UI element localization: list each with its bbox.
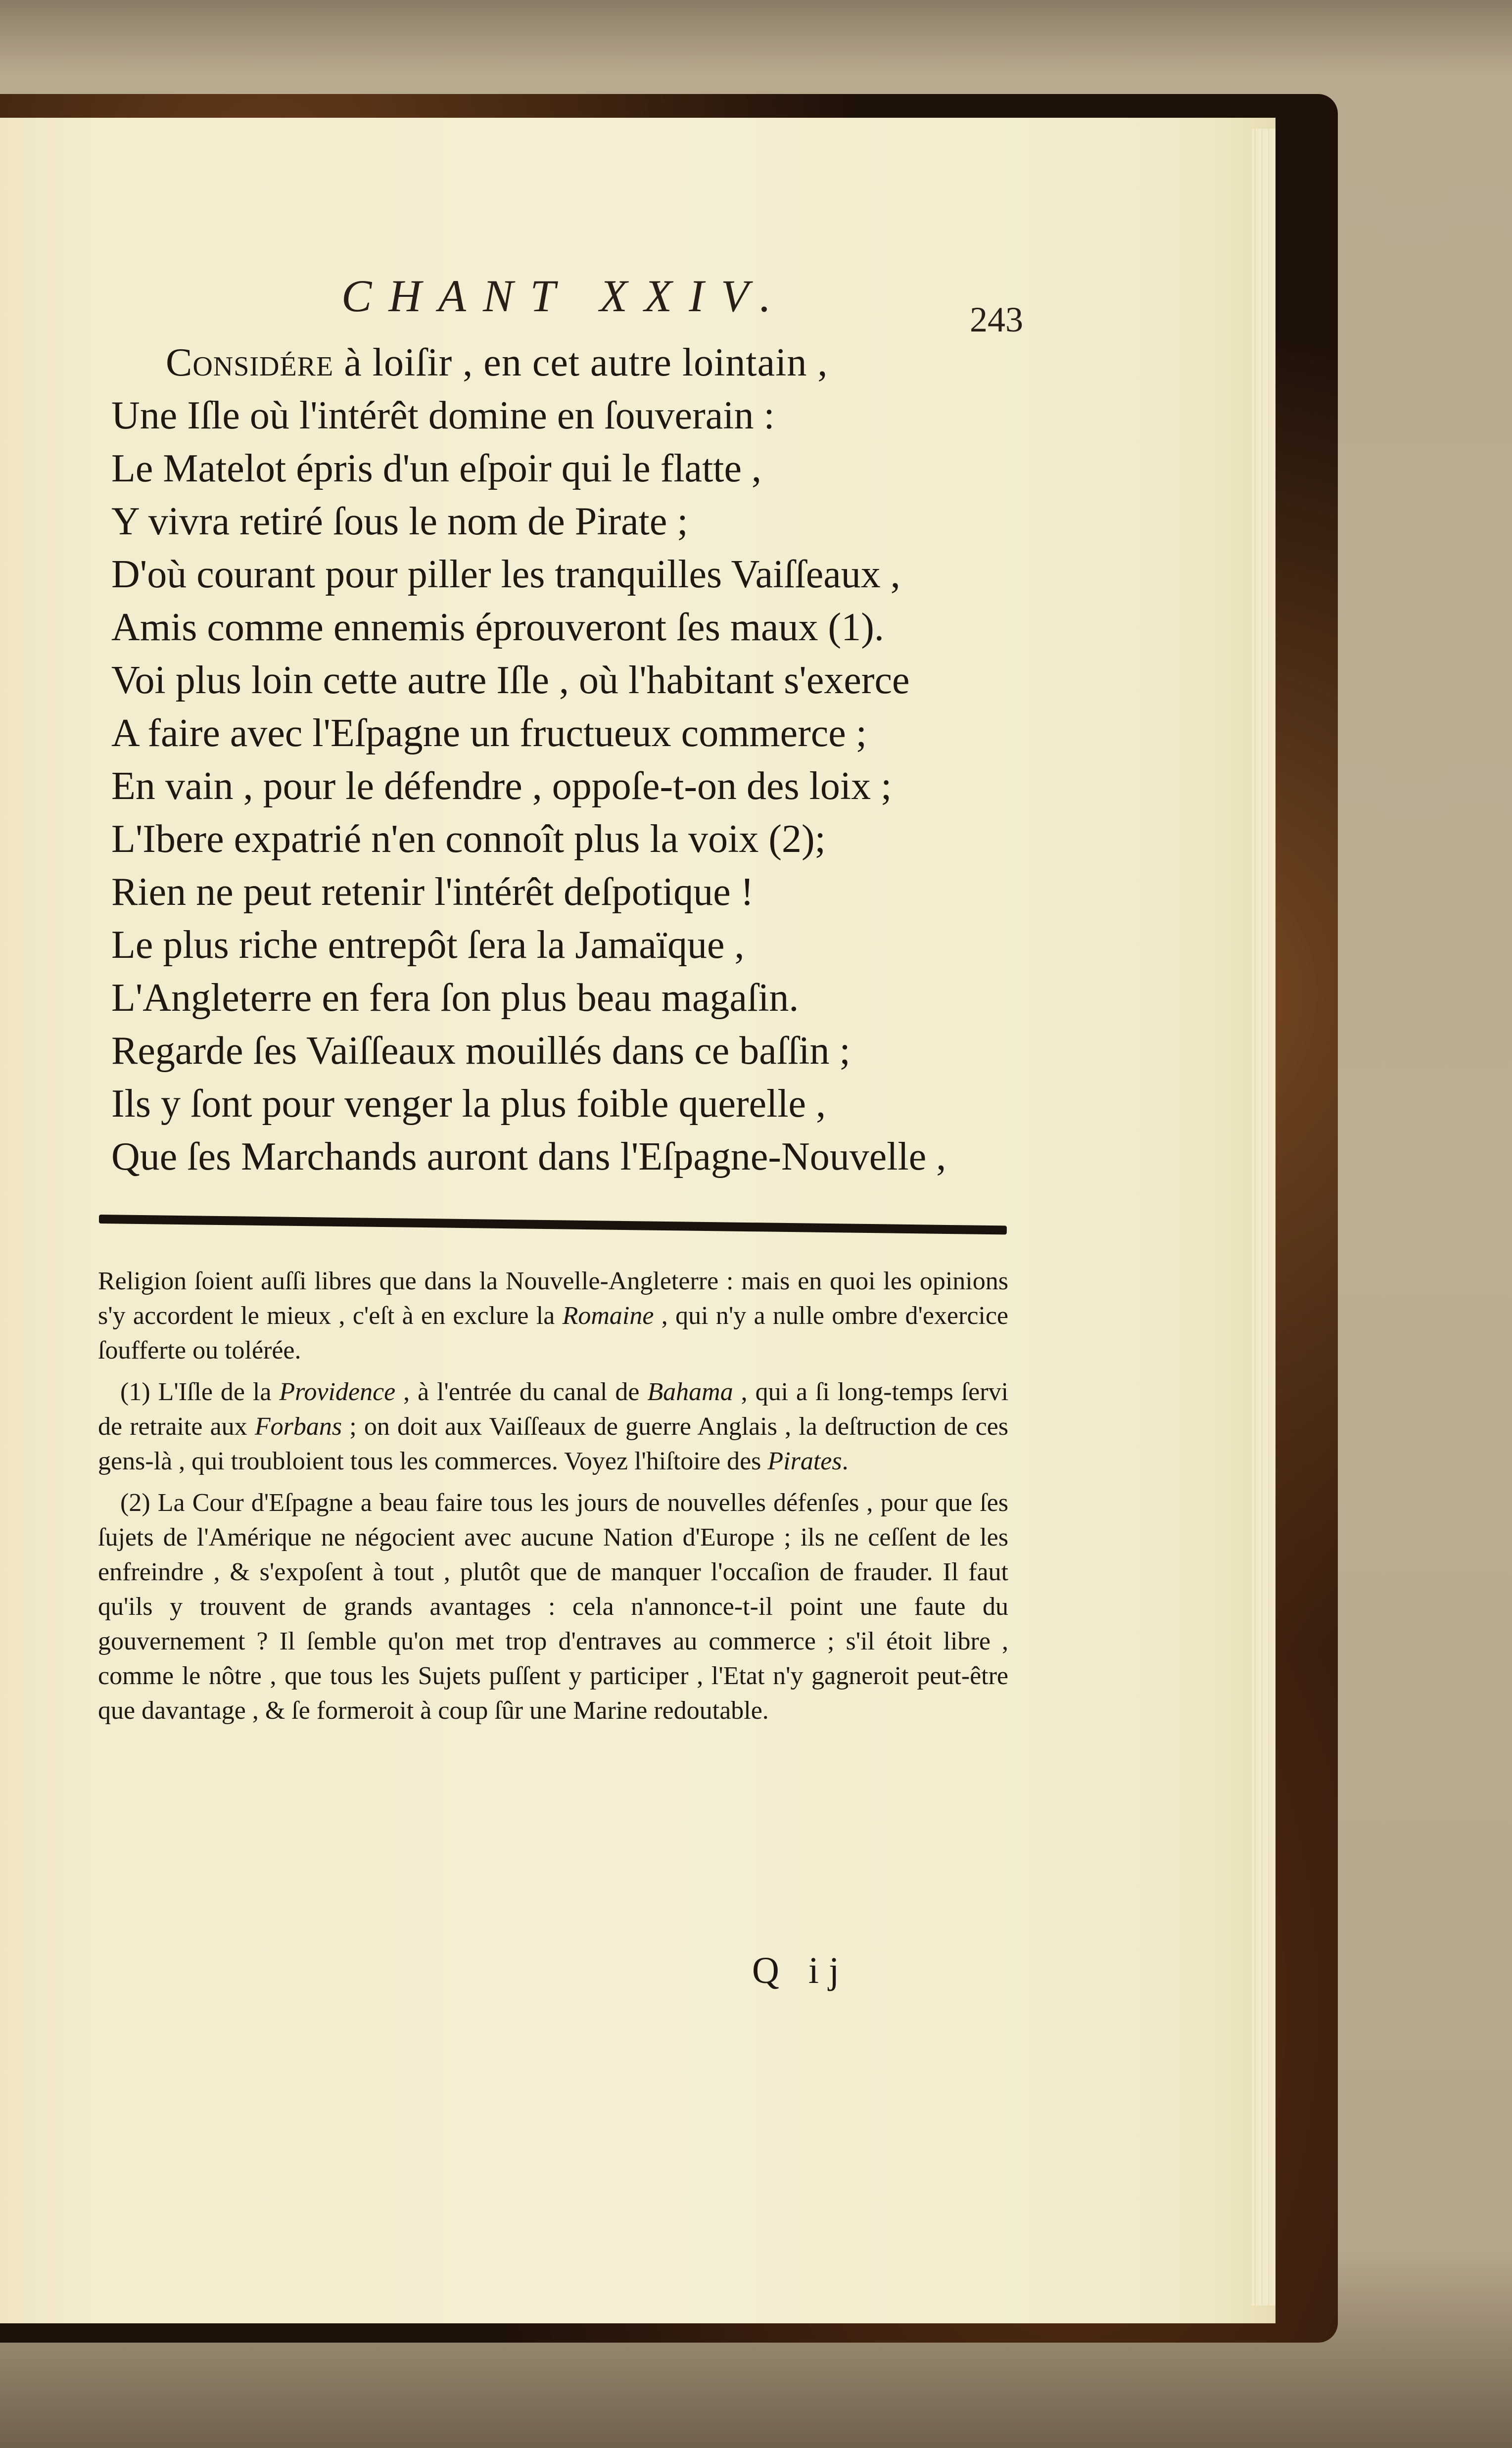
page-number: 243 <box>970 300 1023 339</box>
running-head: CHANT XXIV. <box>341 271 788 321</box>
verse-line: Que ſes Marchands auront dans l'Eſpagne-Nouvelle , <box>111 1135 946 1178</box>
verse-line: Le Matelot épris d'un eſpoir qui le flatte , <box>111 447 762 490</box>
footnote-text: Religion ſoient auſſi libres que dans la Nouvelle-Angleterre : mais en quoi les opinions s'y accordent le mieux , c'eſt à en exclure la <box>98 1267 1008 1330</box>
footnotes <box>98 1264 1008 1735</box>
footnote-italic-term: Providence <box>279 1378 396 1406</box>
verse-line: Une Iſle où l'intérêt domine en ſouverain : <box>111 394 775 437</box>
footnote-italic-term: Romaine <box>562 1302 654 1330</box>
footnote-text: , qui a ſi long-temps ſervi de retraite aux <box>98 1378 1009 1441</box>
footnote-italic-term: Bahama <box>647 1378 733 1406</box>
verse-line: Y vivra retiré ſous le nom de Pirate ; <box>111 500 688 543</box>
footnote-text: , qui n'y a nulle ombre d'exercice ſoufferte ou tolérée. <box>98 1302 1009 1365</box>
page-fore-edge <box>1252 129 1276 2306</box>
verse-line: Rien ne peut retenir l'intérêt deſpotique ! <box>111 870 754 914</box>
footnote-text: La Cour d'Eſpagne a beau faire tous les jours de nouvelles défenſes , pour que ſes ſujets de l'Amérique ne négocient avec aucune Nation d'Europe ; ils ne ceſſent de les enfreindre , & s'expoſent à tout , plutôt que de manquer l'occaſion de frauder. Il faut qu'ils y trouvent de grands avantages : cela n'annonce-t-il point une faute du gouvernement ? Il ſemble qu'on met trop d'entraves au commerce ; s'il étoit libre , comme le nôtre , que tous les Sujets puſſent y participer , l'Etat n'y gagneroit peut-être que davantage , & ſe formeroit à coup ſûr une Marine redoutable. <box>98 1489 1008 1725</box>
footnote-text: ; on doit aux Vaiſſeaux de guerre Anglais , la deſtruction de ces gens-là , qui troubloient tous les commerces. Voyez l'hiſtoire des <box>98 1412 1009 1475</box>
verse-line: D'où courant pour piller les tranquilles Vaiſſeaux , <box>111 553 900 596</box>
verse-line: Amis comme ennemis éprouveront ſes maux (1). <box>111 606 884 649</box>
verse-line: Le plus riche entrepôt ſera la Jamaïque , <box>111 923 745 967</box>
footnote-continuation <box>98 1264 1008 1368</box>
footnote-marker: (2) <box>120 1489 158 1517</box>
verse-line: Voi plus loin cette autre Iſle , où l'habitant s'exerce <box>111 659 910 702</box>
verse-line: A faire avec l'Eſpagne un fructueux commerce ; <box>111 711 867 755</box>
verse-opening-word: Considére <box>166 341 334 384</box>
footnote-1 <box>98 1375 1008 1479</box>
footnote-text: L'Iſle de la <box>158 1378 280 1406</box>
footnote-text: , à l'entrée du canal de <box>395 1378 648 1406</box>
verse-block <box>111 336 1101 1183</box>
verse-line: L'Ibere expatrié n'en connoît plus la voix (2); <box>111 817 826 861</box>
verse-line <box>111 336 1101 389</box>
footnote-text: . <box>842 1447 849 1475</box>
signature-mark: Q ij <box>752 1950 850 1991</box>
footnote-italic-term: Forbans <box>254 1412 342 1441</box>
footnote-italic-term: Pirates <box>767 1447 842 1475</box>
verse-line: En vain , pour le défendre , oppoſe-t-on des loix ; <box>111 764 892 808</box>
verse-line: Regarde ſes Vaiſſeaux mouillés dans ce baſſin ; <box>111 1029 850 1073</box>
verse-line: Ils y ſont pour venger la plus foible querelle , <box>111 1082 826 1126</box>
verse-line: L'Angleterre en fera ſon plus beau magaſin. <box>111 976 799 1020</box>
verse-line-text: à loiſir , en cet autre lointain , <box>333 341 828 384</box>
footnote-2 <box>98 1486 1008 1728</box>
footnote-marker: (1) <box>120 1378 158 1406</box>
